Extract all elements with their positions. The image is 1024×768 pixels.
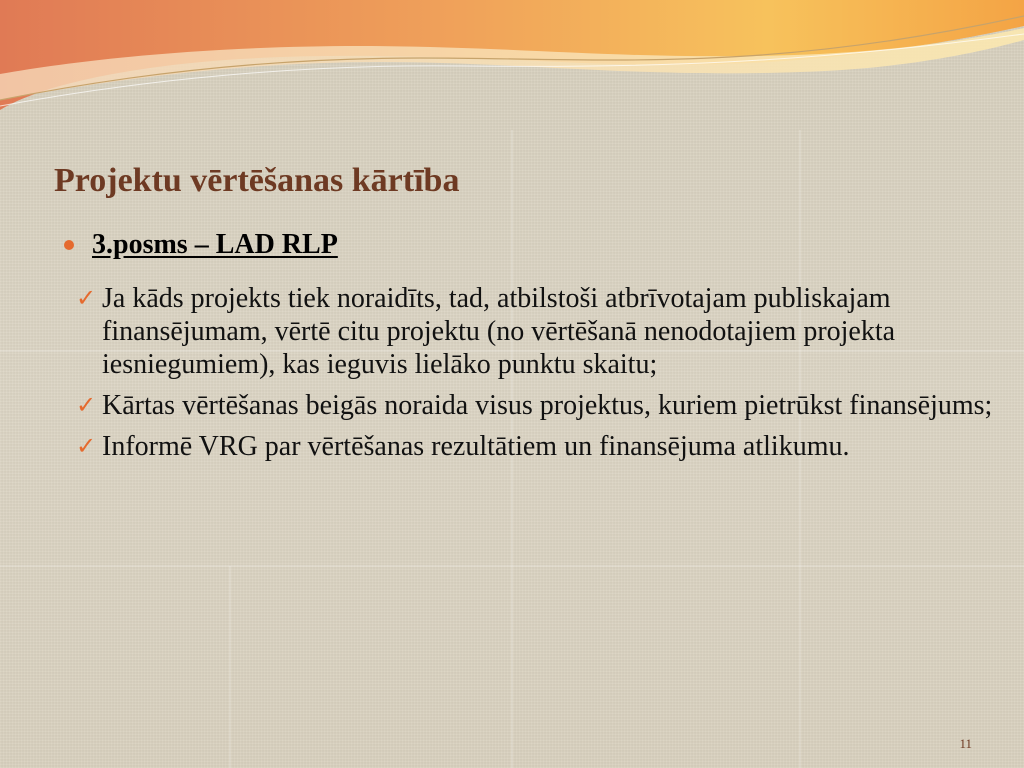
checkmark-icon: ✓ xyxy=(76,284,97,312)
circle-bullet-icon xyxy=(64,240,74,250)
list-item-text: Ja kāds projekts tiek noraidīts, tad, atbilstoši atbrīvotajam publiskajam finansējumam, vērtē citu projektu (no vērtēšanā nenodotajiem projekta iesniegumiem), kas ieguvis lielāko punktu skaitu; xyxy=(102,283,896,380)
checklist xyxy=(76,282,996,471)
list-item xyxy=(76,282,996,381)
list-item-text: Informē VRG par vērtēšanas rezultātiem un finansējuma atlikumu. xyxy=(102,431,850,462)
list-item-text: Kārtas vērtēšanas beigās noraida visus projektus, kuriem pietrūkst finansējums; xyxy=(102,390,993,421)
decorative-banner xyxy=(0,0,1024,130)
list-item xyxy=(76,389,996,422)
level1-bullet-text: 3.posms – LAD RLP xyxy=(92,229,338,260)
slide-title: Projektu vērtēšanas kārtība xyxy=(54,162,460,199)
checkmark-icon: ✓ xyxy=(76,391,97,419)
checkmark-icon: ✓ xyxy=(76,432,97,460)
list-item xyxy=(76,430,996,463)
page-number: 11 xyxy=(959,736,972,751)
level1-bullet xyxy=(64,226,338,264)
